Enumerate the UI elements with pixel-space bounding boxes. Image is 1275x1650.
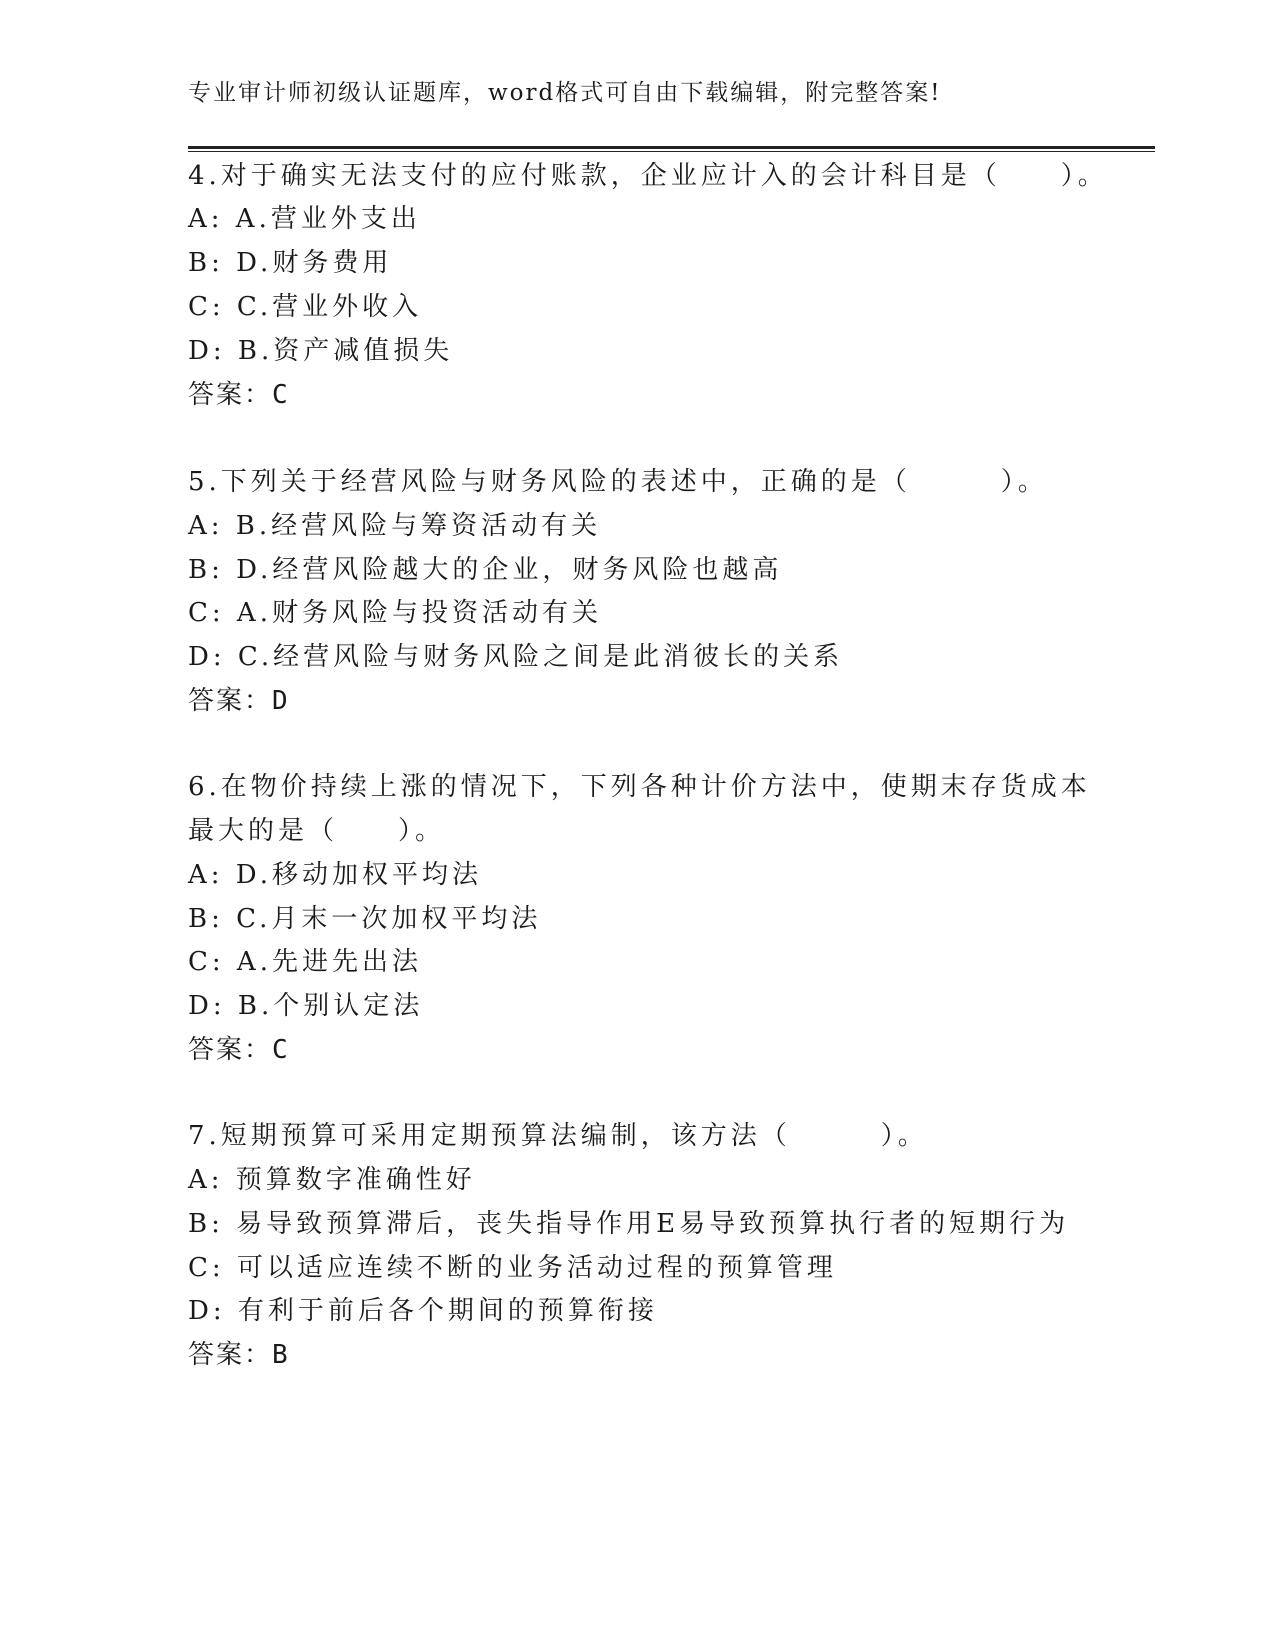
question-stem: 7.短期预算可采用定期预算法编制，该方法（ ）。 [188, 1121, 928, 1151]
answer-label: 答案： [188, 686, 273, 716]
option-c: C: C.营业外收入 [188, 292, 423, 322]
option-c: C: 可以适应连续不断的业务活动过程的预算管理 [188, 1253, 837, 1283]
answer-value: C [272, 380, 290, 410]
option-a: A: B.经营风险与筹资活动有关 [188, 511, 602, 541]
question-stem-continuation: 最大的是（ ）。 [188, 816, 446, 846]
answer-label: 答案： [188, 1035, 273, 1065]
answer-label: 答案： [188, 1340, 273, 1370]
option-c: C: A.财务风险与投资活动有关 [188, 598, 602, 628]
option-b: B: 易导致预算滞后，丧失指导作用E易导致预算执行者的短期行为 [188, 1209, 1070, 1239]
answer [188, 1029, 290, 1066]
option-d: D: B.资产减值损失 [188, 336, 454, 366]
option-b: B: C.月末一次加权平均法 [188, 904, 542, 934]
answer-value: B [272, 1340, 290, 1370]
answer [188, 374, 290, 411]
option-a: A: A.营业外支出 [188, 204, 421, 234]
option-a: A: 预算数字准确性好 [188, 1165, 476, 1195]
question-stem: 6.在物价持续上涨的情况下，下列各种计价方法中，使期末存货成本 [188, 772, 1091, 802]
page-header: 专业审计师初级认证题库，word格式可自由下载编辑，附完整答案! [188, 80, 942, 106]
option-d: D: B.个别认定法 [188, 991, 424, 1021]
question-stem: 5.下列关于经营风险与财务风险的表述中，正确的是（ ）。 [188, 467, 1048, 497]
answer [188, 1334, 290, 1371]
option-c: C: A.先进先出法 [188, 947, 422, 977]
option-a: A: D.移动加权平均法 [188, 860, 482, 890]
option-d: D: C.经营风险与财务风险之间是此消彼长的关系 [188, 642, 844, 672]
answer-value: D [272, 686, 290, 716]
option-d: D: 有利于前后各个期间的预算衔接 [188, 1296, 658, 1326]
header-rule [188, 146, 1155, 152]
option-b: B: D.财务费用 [188, 248, 393, 278]
question-stem: 4.对于确实无法支付的应付账款，企业应计入的会计科目是（ ）。 [188, 161, 1108, 191]
answer-label: 答案： [188, 380, 273, 410]
answer [188, 680, 290, 717]
answer-value: C [272, 1035, 290, 1065]
option-b: B: D.经营风险越大的企业，财务风险也越高 [188, 555, 783, 585]
